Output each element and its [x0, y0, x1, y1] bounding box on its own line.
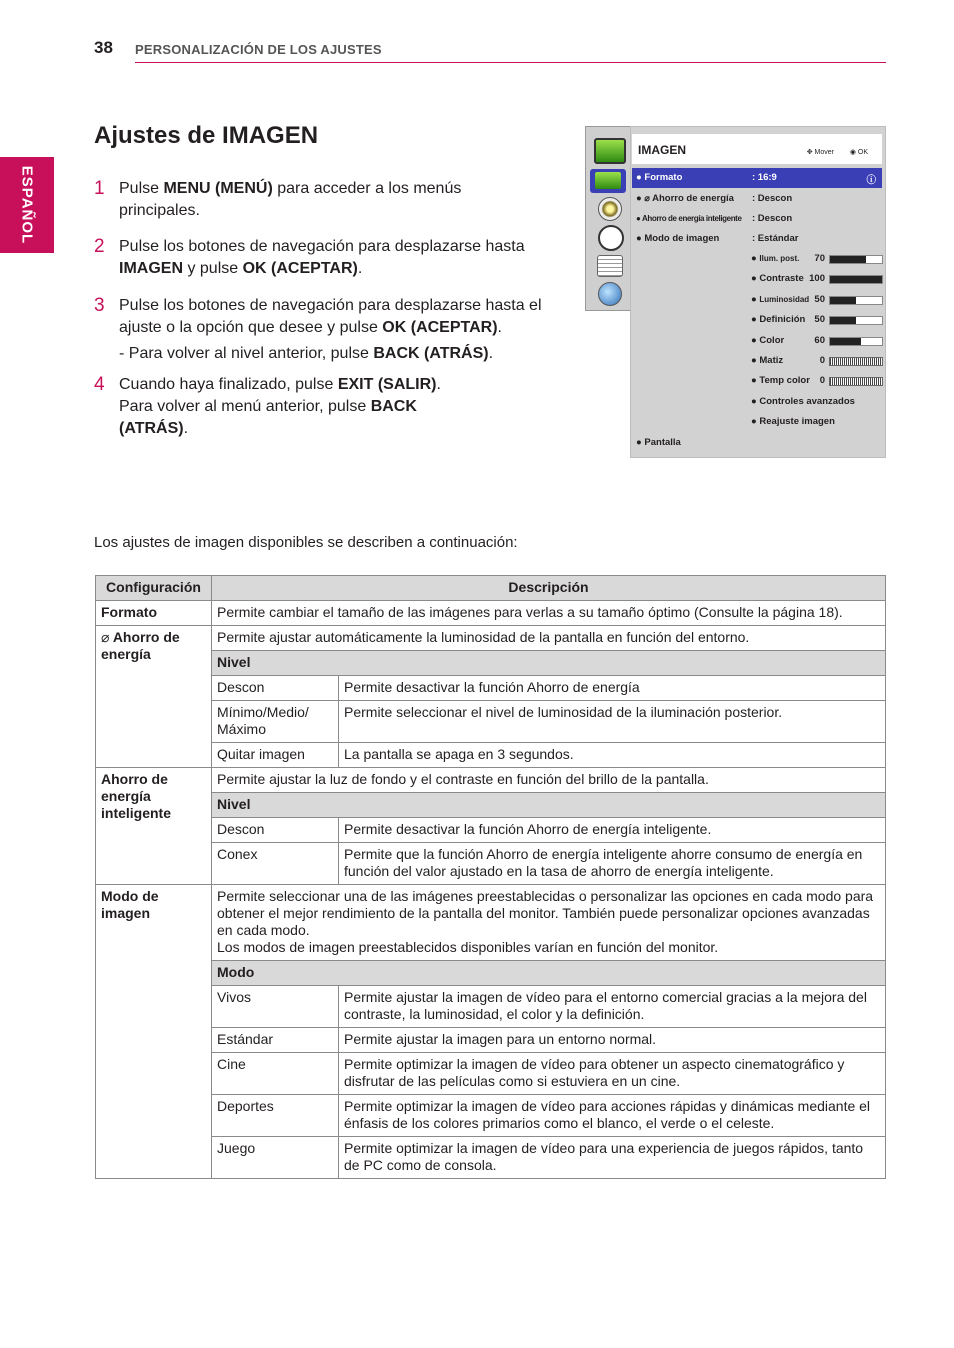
osd-info-icon: ⓘ: [866, 175, 876, 186]
osd-nav-hint: ✥ Mover: [806, 149, 834, 156]
table-row: [96, 818, 886, 843]
osd-slider-bar: [829, 316, 883, 325]
osd-row: ● ⌀ Ahorro de energía: [636, 193, 734, 204]
osd-row: ● Controles avanzados: [751, 396, 855, 407]
setting-name: Ahorro de energía inteligente: [96, 768, 212, 885]
option-desc: La pantalla se apaga en 3 segundos.: [339, 743, 886, 768]
osd-slider-value: 50: [814, 294, 825, 305]
table-row: [96, 1053, 886, 1095]
osd-slider-bar: [829, 255, 883, 264]
option-desc: Permite optimizar la imagen de vídeo para obtener un aspecto cinematográfico y disfrutar de las películas como si estuviera en un cine.: [339, 1053, 886, 1095]
osd-slider-bar: [829, 296, 883, 305]
osd-tick-scale: [829, 357, 883, 366]
option-desc: Permite desactivar la función Ahorro de energía inteligente.: [339, 818, 886, 843]
table-row: [96, 626, 886, 651]
table-header-row: [96, 576, 886, 601]
monitor-icon: [594, 138, 626, 164]
osd-slider-value: 100: [809, 273, 825, 284]
step-number: 1: [94, 178, 105, 199]
option-name: Conex: [212, 843, 339, 885]
osd-row-selected: ● Formato : 16:9 ⓘ: [632, 168, 882, 188]
step-text: Pulse los botones de navegación para desplazarse hasta el ajuste o la opción que desee y pulse OK (ACEPTAR).: [119, 297, 542, 336]
setting-desc: Permite cambiar el tamaño de las imágenes para verlas a su tamaño óptimo (Consulte la página 18).: [212, 601, 886, 626]
option-name: Estándar: [212, 1028, 339, 1053]
sub-header: Modo: [212, 961, 886, 986]
osd-slider-row: ● Temp color: [751, 375, 810, 386]
option-name: Descon: [212, 818, 339, 843]
energy-saving-icon: ⌀: [101, 629, 110, 645]
osd-slider-row: ● Luminosidad: [751, 294, 810, 305]
language-tab-label: ESPAÑOL: [18, 165, 36, 245]
step-number: 3: [94, 295, 105, 316]
column-header: Descripción: [212, 576, 886, 601]
table-row: [96, 701, 886, 743]
osd-slider-row: ● Ilum. post.: [751, 253, 800, 264]
osd-ok-hint: ◉ OK: [849, 149, 868, 156]
option-name: Deportes: [212, 1095, 339, 1137]
osd-menu-screenshot: [585, 126, 885, 457]
option-desc: Permite desactivar la función Ahorro de energía: [339, 676, 886, 701]
osd-row: ● Reajuste imagen: [751, 416, 835, 427]
clock-icon: [598, 225, 624, 251]
page-number: 38: [94, 38, 113, 57]
setting-desc: Permite ajustar la luz de fondo y el contraste en función del brillo de la pantalla.: [212, 768, 886, 793]
osd-header: [632, 134, 882, 164]
table-row: [96, 768, 886, 793]
globe-icon: [598, 282, 622, 306]
table-row: [96, 676, 886, 701]
option-desc: Permite ajustar la imagen para un entorno normal.: [339, 1028, 886, 1053]
osd-row: ● Ahorro de energía inteligente: [636, 214, 742, 223]
osd-slider-bar: [829, 275, 883, 284]
speaker-icon: [598, 197, 622, 221]
setting-name: Modo de imagen: [96, 885, 212, 1179]
option-desc: Permite seleccionar el nivel de luminosidad de la iluminación posterior.: [339, 701, 886, 743]
osd-slider-value: 70: [814, 253, 825, 264]
table-row: [96, 843, 886, 885]
osd-row-value: : Descon: [752, 193, 793, 204]
step-text: Pulse los botones de navegación para desplazarse hasta IMAGEN y pulse OK (ACEPTAR).: [119, 238, 525, 277]
setting-desc: Permite seleccionar una de las imágenes preestablecidas o personalizar las opciones en cada modo para obtener el mejor rendimiento de la pantalla del monitor. También puede personalizar opciones avanzadas en cada modo. Los modos de imagen preestablecidos disponibles varían en función del monitor.: [212, 885, 886, 961]
option-desc: Permite ajustar la imagen de vídeo para el entorno comercial gracias a la mejora del contraste, la luminosidad, el color y la definición.: [339, 986, 886, 1028]
section-title: PERSONALIZACIÓN DE LOS AJUSTES: [135, 42, 382, 57]
osd-row-value: : Estándar: [752, 233, 799, 244]
osd-slider-value: 50: [814, 314, 825, 325]
option-name: Quitar imagen: [212, 743, 339, 768]
option-name: Descon: [212, 676, 339, 701]
table-row: [96, 885, 886, 961]
osd-slider-value: 0: [819, 375, 825, 386]
setting-name: ⌀ Ahorro de energía: [96, 626, 212, 768]
header-rule: [135, 62, 886, 63]
settings-table: [95, 575, 886, 1179]
language-tab: [0, 157, 54, 253]
option-name: Vivos: [212, 986, 339, 1028]
option-name: Juego: [212, 1137, 339, 1179]
osd-slider-row: ● Definición: [751, 314, 806, 325]
option-name: Mínimo/Medio/ Máximo: [212, 701, 339, 743]
options-list-icon: [597, 255, 623, 277]
option-name: Cine: [212, 1053, 339, 1095]
step-text: Pulse MENU (MENÚ) para acceder a los menús principales.: [119, 180, 462, 219]
table-row: [96, 1095, 886, 1137]
column-header: Configuración: [96, 576, 212, 601]
page-title: Ajustes de IMAGEN: [94, 122, 319, 149]
osd-row-value: : Descon: [752, 213, 793, 224]
sub-header: Nivel: [212, 651, 886, 676]
osd-tick-scale: [829, 377, 883, 386]
table-row: [96, 601, 886, 626]
osd-row: ● Pantalla: [636, 437, 681, 448]
step-number: 2: [94, 236, 105, 257]
step-number: 4: [94, 374, 105, 395]
step-text: Cuando haya finalizado, pulse EXIT (SALIR). Para volver al menú anterior, pulse BACK (ATRÁS).: [119, 376, 441, 437]
table-row: [96, 743, 886, 768]
osd-slider-value: 0: [819, 355, 825, 366]
table-row: [96, 986, 886, 1028]
osd-slider-row: ● Matiz: [751, 355, 784, 366]
sub-header: Nivel: [212, 793, 886, 818]
table-row: [96, 1137, 886, 1179]
option-desc: Permite que la función Ahorro de energía inteligente ahorre consumo de energía en función del valor ajustado en la tasa de ahorro de energía inteligente.: [339, 843, 886, 885]
osd-slider-row: ● Contraste: [751, 273, 804, 284]
osd-slider-bar: [829, 337, 883, 346]
option-desc: Permite optimizar la imagen de vídeo para una experiencia de juegos rápidos, tanto de PC como de consola.: [339, 1137, 886, 1179]
osd-slider-row: ● Color: [751, 335, 785, 346]
table-row: [96, 1028, 886, 1053]
option-desc: Permite optimizar la imagen de vídeo para acciones rápidas y dinámicas mediante el énfasis de los colores primarios como el blanco, el verde o el celeste.: [339, 1095, 886, 1137]
setting-name: Formato: [96, 601, 212, 626]
intro-text: Los ajustes de imagen disponibles se describen a continuación:: [94, 534, 518, 551]
osd-row: ● Modo de imagen: [636, 233, 720, 244]
setting-desc: Permite ajustar automáticamente la luminosidad de la pantalla en función del entorno.: [212, 626, 886, 651]
osd-slider-value: 60: [814, 335, 825, 346]
picture-tab-selected-icon: [590, 169, 626, 193]
osd-icon-column: [585, 126, 633, 311]
step-subtext: - Para volver al nivel anterior, pulse BACK (ATRÁS).: [119, 345, 494, 362]
osd-title: IMAGEN: [638, 143, 686, 157]
